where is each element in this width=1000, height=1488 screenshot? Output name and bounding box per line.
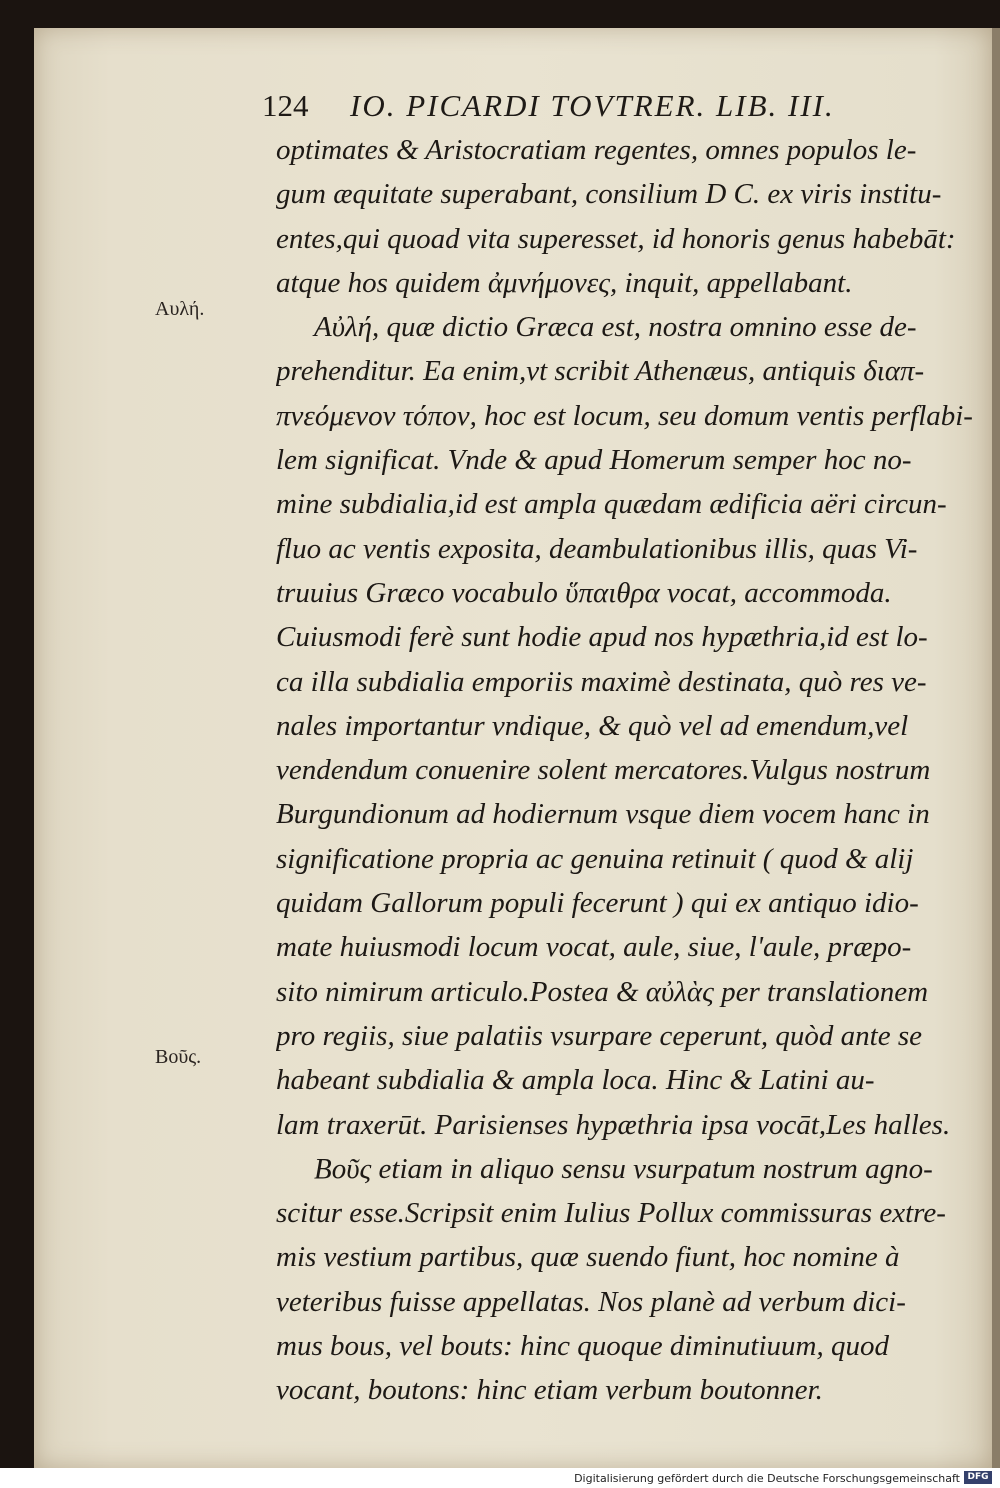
text-line: scitur esse.Scripsit enim Iulius Pollux commissuras extre- — [276, 1197, 946, 1230]
text-line: habeant subdialia & ampla loca. Hinc & Latini au- — [276, 1064, 875, 1097]
text-line: veteribus fuisse appellatas. Nos planè ad verbum dici- — [276, 1285, 906, 1318]
page-edge — [992, 28, 1000, 1468]
body-text — [276, 128, 986, 1413]
text-line: lam traxerūt. Parisienses hypæthria ipsa vocāt,Les halles. — [276, 1108, 951, 1141]
text-line: optimates & Aristocratiam regentes, omnes populos le- — [276, 134, 917, 166]
text-line: nales importantur vndique, & quò vel ad emendum,vel — [276, 709, 909, 742]
text-line: vocant, boutons: hinc etiam verbum boutonner. — [276, 1374, 823, 1407]
page-number: 124 — [262, 88, 309, 123]
margin-note-bous: Βοῦς. — [155, 1046, 202, 1068]
text-line: Αὐλή, quæ dictio Græca est, nostra omnino esse de- — [314, 311, 917, 344]
text-line: mate huiusmodi locum vocat, aule, siue, l'aule, præpo- — [276, 931, 912, 964]
running-head — [262, 88, 952, 128]
text-line: fluo ac ventis exposita, deambulationibus illis, quas Vi- — [276, 532, 918, 565]
text-line: vendendum conuenire solent mercatores.Vulgus nostrum — [276, 754, 931, 787]
margin-note-aule: Αυλή. — [155, 298, 205, 320]
text-line: significatione propria ac genuina retinuit ( quod & alij — [276, 842, 914, 875]
text-line: mine subdialia,id est ampla quædam ædificia aëri circun- — [276, 488, 947, 521]
text-line: gum æquitate superabant, consilium D C. ex viris institu- — [276, 178, 942, 211]
text-line: pro regiis, siue palatiis vsurpare ceperunt, quòd ante se — [276, 1019, 922, 1052]
text-line: Cuiusmodi ferè sunt hodie apud nos hypæthria,id est lo- — [276, 621, 928, 654]
text-line: sito nimirum articulo.Postea & αὐλὰς per translationem — [276, 975, 929, 1008]
text-line: atque hos quidem ἀμνήμονες, inquit, appellabant. — [276, 266, 853, 299]
text-line: lem significat. Vnde & apud Homerum semper hoc no- — [276, 444, 912, 477]
footer-credit: Digitalisierung gefördert durch die Deutsche Forschungsgemeinschaft — [574, 1472, 960, 1485]
text-line: entes,qui quoad vita superesset, id honoris genus habebāt: — [276, 222, 956, 255]
digitization-footer — [0, 1468, 1000, 1488]
dfg-logo: DFG — [964, 1471, 992, 1484]
text-line: Burgundionum ad hodiernum vsque diem vocem hanc in — [276, 798, 930, 831]
text-line: quidam Gallorum populi fecerunt ) qui ex antiquo idio- — [276, 887, 919, 920]
text-line: Βοῦς etiam in aliquo sensu vsurpatum nostrum agno- — [314, 1152, 933, 1185]
text-line: truuius Græco vocabulo ὕπαιθρα vocat, accommoda. — [276, 576, 892, 609]
running-title: IO. PICARDI TOVTRER. LIB. III. — [350, 88, 835, 123]
text-line: mus bous, vel bouts: hinc quoque diminutiuum, quod — [276, 1330, 889, 1363]
text-line: prehenditur. Ea enim,vt scribit Athenæus, antiquis διαπ- — [276, 355, 925, 388]
text-line: πνεόμενον τόπον, hoc est locum, seu domum ventis perflabi- — [276, 399, 973, 432]
text-line: ca illa subdialia emporiis maximè destinata, quò res ve- — [276, 665, 927, 698]
text-line: mis vestium partibus, quæ suendo fiunt, hoc nomine à — [276, 1241, 900, 1274]
